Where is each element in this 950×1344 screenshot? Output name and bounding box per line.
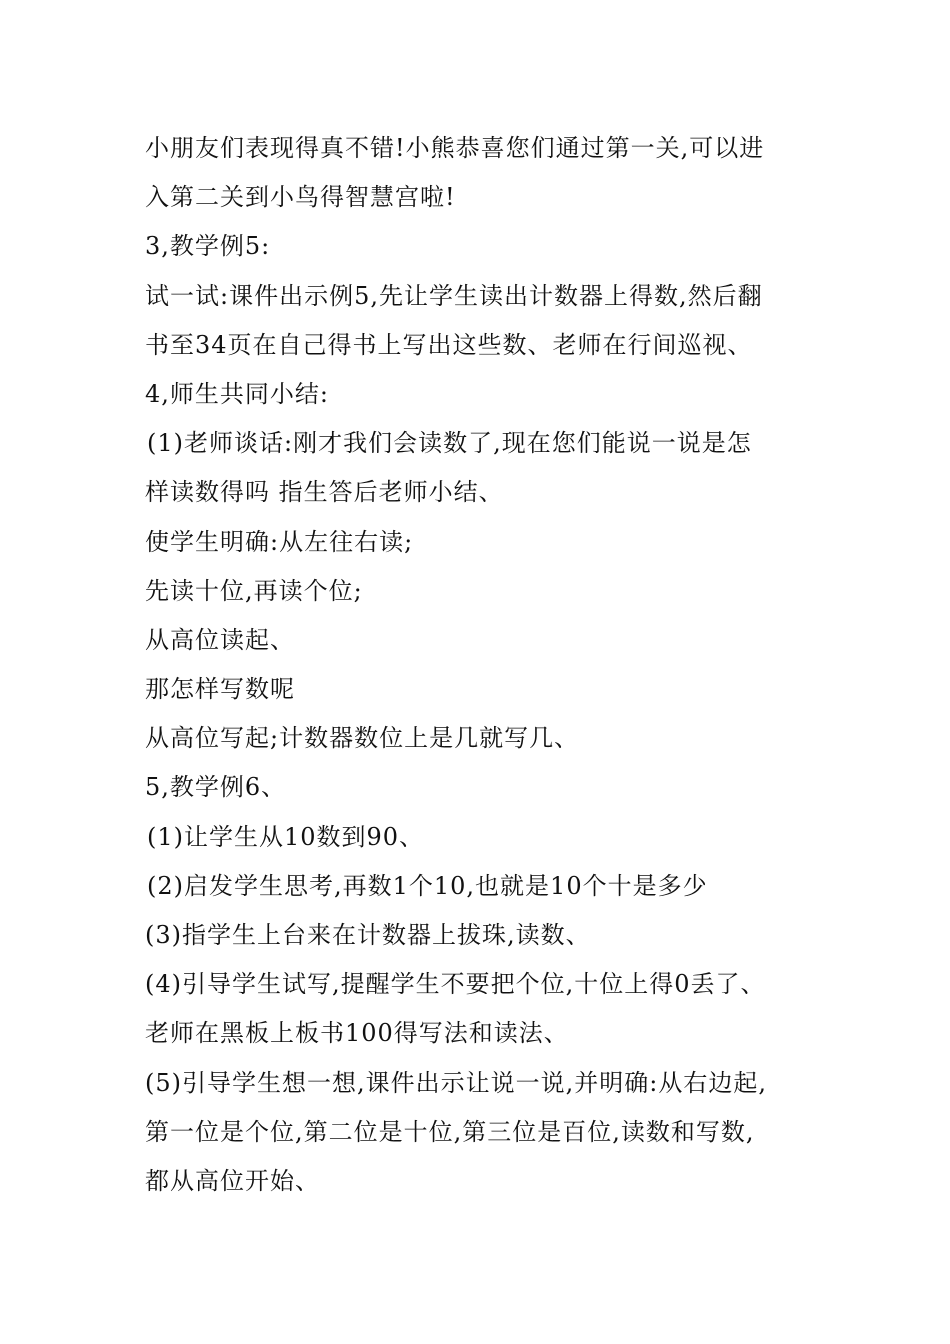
text-line-3: 3,教学例5: xyxy=(145,232,271,261)
text-line-19: 老师在黑板上板书100得写法和读法、 xyxy=(145,1019,569,1048)
text-line-10: 先读十位,再读个位; xyxy=(145,576,363,605)
text-line-16: (2)启发学生思考,再数1个10,也就是10个十是多少 xyxy=(147,871,708,900)
text-line-13: 从高位写起;计数器数位上是几就写几、 xyxy=(145,724,580,753)
text-line-1: 小朋友们表现得真不错!小熊恭喜您们通过第一关,可以进 xyxy=(145,134,765,162)
text-line-14: 5,教学例6、 xyxy=(145,773,287,802)
text-line-21: 第一位是个位,第二位是十位,第三位是百位,读数和写数, xyxy=(145,1117,755,1146)
text-line-8: 样读数得吗 指生答后老师小结、 xyxy=(145,478,504,507)
text-line-4: 试一试:课件出示例5,先让学生读出计数器上得数,然后翻 xyxy=(145,281,763,310)
text-line-15: (1)让学生从10数到90、 xyxy=(147,822,425,851)
text-line-11: 从高位读起、 xyxy=(145,625,295,654)
text-line-2: 入第二关到小鸟得智慧宫啦! xyxy=(145,183,456,212)
text-line-18: (4)引导学生试写,提醒学生不要把个位,十位上得0丢了、 xyxy=(145,970,766,999)
text-line-20: (5)引导学生想一想,课件出示让说一说,并明确:从右边起, xyxy=(145,1068,767,1097)
document-body xyxy=(145,124,845,1206)
text-line-6: 4,师生共同小结: xyxy=(145,379,329,408)
text-line-22: 都从高位开始、 xyxy=(145,1166,320,1195)
text-line-7: (1)老师谈话:刚才我们会读数了,现在您们能说一说是怎 xyxy=(147,429,752,458)
text-line-9: 使学生明确:从左往右读; xyxy=(145,527,414,556)
text-line-17: (3)指学生上台来在计数器上拔珠,读数、 xyxy=(145,921,591,949)
text-line-5: 书至34页在自己得书上写出这些数、老师在行间巡视、 xyxy=(145,330,753,359)
text-line-12: 那怎样写数呢 xyxy=(145,675,295,704)
